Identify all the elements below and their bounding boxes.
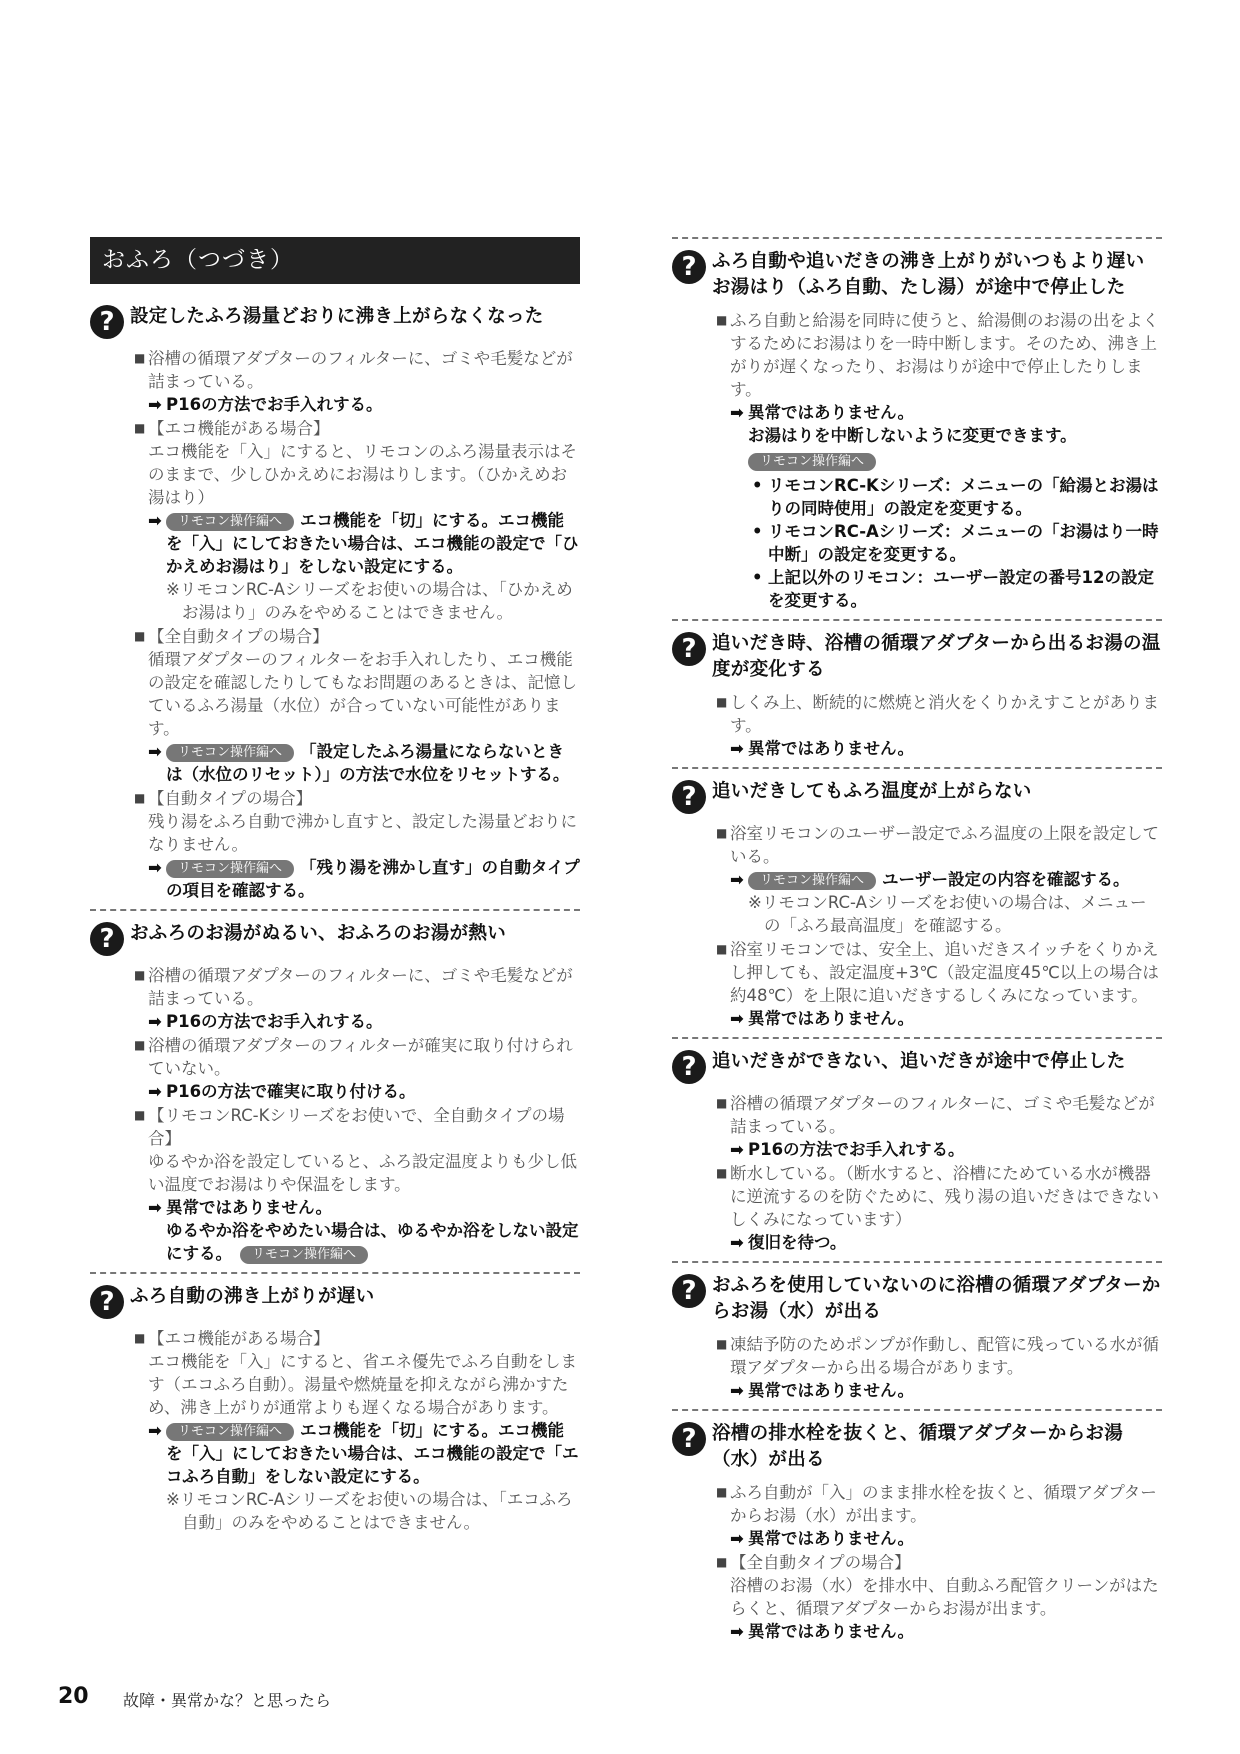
remedy-text: P16の方法でお手入れする。: [748, 1140, 965, 1159]
remedy-line: [730, 1379, 1162, 1402]
bullet-square-icon: ■: [134, 421, 146, 435]
arrow-icon: ➡: [730, 870, 744, 889]
arrow-icon: ➡: [730, 1529, 744, 1548]
remote-setting-item: [730, 566, 1162, 612]
remedy-line: [148, 393, 580, 416]
cause-item: [672, 822, 1162, 937]
cause-item: [90, 347, 580, 416]
question-icon: ?: [672, 250, 706, 284]
cause-text: 浴槽の循環アダプターのフィルターに、ゴミや毛髪などが詰まっている。: [730, 1094, 1155, 1136]
bullet-square-icon: ■: [134, 1331, 146, 1345]
arrow-icon: ➡: [148, 1012, 162, 1031]
note-text: ※リモコンRC-Aシリーズをお使いの場合は、「ひかえめお湯はり」のみをやめることはできません。: [166, 580, 573, 622]
remedy-line: [730, 1231, 1162, 1254]
qa-section: [672, 767, 1162, 1037]
bullet-square-icon: ■: [716, 1337, 728, 1351]
remedy-text: 「設定したふろ湯量にならないときは（水位のリセット）」の方法で水位をリセットする。: [166, 742, 570, 784]
qa-section: [90, 294, 580, 909]
cause-text: 浴室リモコンでは、安全上、追いだきスイッチをくりかえし押しても、設定温度+3℃（設定温度45℃以上の場合は約48℃）を上限に追いだきするしくみになっています。: [730, 940, 1159, 1005]
remedy-line: [730, 1007, 1162, 1030]
qa-section: [90, 1272, 580, 1541]
cause-text: 浴槽のお湯（水）を排水中、自動ふろ配管クリーンがはたらくと、循環アダプターからお湯が出ます。: [730, 1576, 1159, 1618]
arrow-icon: ➡: [148, 1421, 162, 1440]
cause-item: [90, 964, 580, 1033]
remedy-text: 異常ではありません。: [748, 1529, 914, 1548]
left-sections: [90, 294, 580, 1541]
cause-item: [672, 1162, 1162, 1254]
remote-manual-pill-row: [748, 449, 1162, 472]
remedy-text: エコ機能を「切」にする。エコ機能を「入」にしておきたい場合は、エコ機能の設定で「ひかえめお湯はり」をしない設定にする。: [166, 511, 579, 576]
cause-item: [90, 787, 580, 902]
bullet-dot-icon: •: [752, 522, 763, 541]
bullet-square-icon: ■: [716, 826, 728, 840]
bullet-square-icon: ■: [716, 942, 728, 956]
cause-text: 凍結予防のためポンプが作動し、配管に残っている水が循環アダプターから出る場合があります。: [730, 1335, 1159, 1377]
cause-item: [90, 1034, 580, 1103]
question-icon: ?: [90, 305, 124, 339]
arrow-icon: ➡: [148, 395, 162, 414]
remedy-continuation-text: お湯はりを中断しないように変更できます。: [748, 426, 1077, 445]
bullet-dot-icon: •: [752, 568, 763, 587]
bullet-square-icon: ■: [716, 1096, 728, 1110]
bullet-square-icon: ■: [134, 1038, 146, 1052]
remedy-line: [730, 1527, 1162, 1550]
arrow-icon: ➡: [148, 858, 162, 877]
arrow-icon: ➡: [148, 1082, 162, 1101]
cause-text: 残り湯をふろ自動で沸かし直すと、設定した湯量どおりになりません。: [148, 812, 577, 854]
cause-heading: 【全自動タイプの場合】: [730, 1553, 911, 1572]
question-title: 設定したふろ湯量どおりに沸き上がらなくなった: [130, 306, 544, 327]
cause-item: [672, 1333, 1162, 1402]
arrow-icon: ➡: [730, 1233, 744, 1252]
section-header: おふろ（つづき）: [90, 237, 580, 284]
remedy-text: ユーザー設定の内容を確認する。: [882, 870, 1130, 889]
question-title: おふろを使用していないのに浴槽の循環アダプターからお湯（水）が出る: [712, 1275, 1161, 1322]
qa-section: [672, 237, 1162, 619]
remedy-text: 異常ではありません。: [748, 739, 914, 758]
cause-text: 浴槽の循環アダプターのフィルターが確実に取り付けられていない。: [148, 1036, 573, 1078]
cause-heading: 【全自動タイプの場合】: [148, 627, 329, 646]
cause-heading: 【エコ機能がある場合】: [148, 1329, 330, 1348]
left-column: [90, 237, 580, 1541]
qa-section: [672, 1037, 1162, 1261]
remedy-line: [730, 401, 1162, 424]
question-row: [90, 304, 580, 339]
question-row: [90, 1284, 580, 1319]
remote-manual-pill: リモコン操作編へ: [166, 1423, 294, 1441]
cause-heading: 【リモコンRC-Kシリーズをお使いで、全自動タイプの場合】: [148, 1106, 565, 1148]
right-sections: [672, 237, 1162, 1650]
question-row: [672, 1049, 1162, 1084]
cause-item: [672, 1551, 1162, 1643]
question-title: 追いだきができない、追いだきが途中で停止した: [712, 1051, 1126, 1072]
question-icon: ?: [672, 780, 706, 814]
remote-manual-pill: リモコン操作編へ: [166, 744, 294, 762]
remedy-text: 復旧を待つ。: [748, 1233, 847, 1252]
bullet-square-icon: ■: [716, 1485, 728, 1499]
footer-text: 故障・異常かな？と思ったら: [123, 1691, 332, 1710]
qa-section: [672, 1409, 1162, 1650]
bullet-square-icon: ■: [134, 629, 146, 643]
question-title: 追いだき時、浴槽の循環アダプターから出るお湯の温度が変化する: [712, 633, 1161, 680]
page-number: 20: [58, 1684, 89, 1709]
cause-item: [672, 1481, 1162, 1550]
note-text: ※リモコンRC-Aシリーズをお使いの場合は、メニューの「ふろ最高温度」を確認する。: [748, 893, 1147, 935]
question-icon: ?: [90, 1285, 124, 1319]
remedy-text: 異常ではありません。: [748, 403, 914, 422]
right-column: [672, 237, 1162, 1650]
remedy-line: [730, 868, 1162, 891]
cause-item: [672, 938, 1162, 1030]
bullet-square-icon: ■: [134, 351, 146, 365]
arrow-icon: ➡: [730, 739, 744, 758]
question-row: [672, 779, 1162, 814]
question-title: ふろ自動の沸き上がりが遅い: [130, 1286, 375, 1307]
cause-text: 断水している。（断水すると、浴槽にためている水が機器に逆流するのを防ぐために、残り湯の追いだきはできないしくみになっています）: [730, 1164, 1159, 1229]
remedy-line: [148, 1080, 580, 1103]
question-icon: ?: [672, 1422, 706, 1456]
cause-item: [90, 1104, 580, 1265]
remedy-text: P16の方法で確実に取り付ける。: [166, 1082, 416, 1101]
bullet-square-icon: ■: [134, 1108, 146, 1122]
cause-item: [90, 625, 580, 786]
question-row: [672, 1273, 1162, 1325]
question-row: [672, 631, 1162, 683]
remedy-continuation: [730, 424, 1162, 447]
remedy-line: [148, 740, 580, 786]
remedy-line: [730, 737, 1162, 760]
remedy-text: 異常ではありません。: [748, 1381, 914, 1400]
arrow-icon: ➡: [730, 403, 744, 422]
remedy-line: [730, 1620, 1162, 1643]
arrow-icon: ➡: [730, 1622, 744, 1641]
arrow-icon: ➡: [730, 1009, 744, 1028]
bullet-square-icon: ■: [716, 1555, 728, 1569]
remote-setting-text: 上記以外のリモコン：ユーザー設定の番号12の設定を変更する。: [768, 568, 1154, 610]
cause-item: [90, 1327, 580, 1534]
remote-setting-text: リモコンRC-Aシリーズ：メニューの「お湯はり一時中断」の設定を変更する。: [768, 522, 1159, 564]
qa-section: [90, 909, 580, 1272]
remedy-text: 「残り湯を沸かし直す」の自動タイプの項目を確認する。: [166, 858, 580, 900]
cause-text: 浴槽の循環アダプターのフィルターに、ゴミや毛髪などが詰まっている。: [148, 966, 573, 1008]
remedy-text: 異常ではありません。: [748, 1009, 914, 1028]
arrow-icon: ➡: [148, 742, 162, 761]
remedy-line: [730, 1138, 1162, 1161]
remote-setting-text: リモコンRC-Kシリーズ：メニューの「給湯とお湯はりの同時使用」の設定を変更する。: [768, 476, 1159, 518]
question-title: 追いだきしてもふろ温度が上がらない: [712, 781, 1032, 802]
question-row: [672, 1421, 1162, 1473]
remedy-continuation: [148, 1219, 580, 1265]
arrow-icon: ➡: [730, 1140, 744, 1159]
question-icon: ?: [90, 922, 124, 956]
cause-text: エコ機能を「入」にすると、リモコンのふろ湯量表示はそのままで、少しひかえめにお湯はりします。（ひかえめお湯はり）: [148, 442, 577, 507]
question-row: [672, 249, 1162, 301]
remedy-line: [148, 1419, 580, 1488]
cause-item: [672, 309, 1162, 612]
qa-section: [672, 619, 1162, 767]
remedy-text: P16の方法でお手入れする。: [166, 395, 383, 414]
bullet-square-icon: ■: [716, 1166, 728, 1180]
cause-item: [90, 417, 580, 624]
question-row: [90, 921, 580, 956]
remote-manual-pill: リモコン操作編へ: [748, 872, 876, 890]
cause-heading: 【自動タイプの場合】: [148, 789, 313, 808]
bullet-square-icon: ■: [716, 695, 728, 709]
remedy-text: 異常ではありません。: [748, 1622, 914, 1641]
cause-text: しくみ上、断続的に燃焼と消火をくりかえすことがあります。: [730, 693, 1159, 735]
bullet-dot-icon: •: [752, 476, 763, 495]
cause-text: ゆるやか浴を設定していると、ふろ設定温度よりも少し低い温度でお湯はりや保温をします。: [148, 1152, 577, 1194]
arrow-icon: ➡: [730, 1381, 744, 1400]
remote-manual-pill: リモコン操作編へ: [166, 513, 294, 531]
remedy-text: 異常ではありません。: [166, 1198, 332, 1217]
arrow-icon: ➡: [148, 511, 162, 530]
remedy-line: [148, 856, 580, 902]
bullet-square-icon: ■: [716, 313, 728, 327]
remedy-line: [148, 1196, 580, 1219]
question-icon: ?: [672, 1050, 706, 1084]
cause-text: ふろ自動と給湯を同時に使うと、給湯側のお湯の出をよくするためにお湯はりを一時中断します。そのため、沸き上がりが遅くなったり、お湯はりが途中で停止したりします。: [730, 311, 1159, 399]
remote-manual-pill: リモコン操作編へ: [166, 860, 294, 878]
remedy-continuation-text: ゆるやか浴をやめたい場合は、ゆるやか浴をしない設定にする。: [166, 1221, 579, 1263]
cause-heading: 【エコ機能がある場合】: [148, 419, 330, 438]
question-icon: ?: [672, 632, 706, 666]
remote-setting-item: [730, 474, 1162, 520]
cause-text: ふろ自動が「入」のまま排水栓を抜くと、循環アダプターからお湯（水）が出ます。: [730, 1483, 1157, 1525]
question-title: 浴槽の排水栓を抜くと、循環アダプターからお湯（水）が出る: [712, 1423, 1124, 1470]
cause-text: エコ機能を「入」にすると、省エネ優先でふろ自動をします（エコふろ自動）。湯量や燃焼量を抑えながら沸かすため、沸き上がりが通常よりも遅くなる場合があります。: [148, 1352, 577, 1417]
bullet-square-icon: ■: [134, 791, 146, 805]
cause-item: [672, 1092, 1162, 1161]
remote-setting-item: [730, 520, 1162, 566]
remedy-line: [148, 509, 580, 578]
remedy-line: [148, 1010, 580, 1033]
bullet-square-icon: ■: [134, 968, 146, 982]
qa-section: [672, 1261, 1162, 1409]
remedy-text: P16の方法でお手入れする。: [166, 1012, 383, 1031]
remote-manual-pill: リモコン操作編へ: [240, 1246, 368, 1264]
arrow-icon: ➡: [148, 1198, 162, 1217]
remedy-text: エコ機能を「切」にする。エコ機能を「入」にしておきたい場合は、エコ機能の設定で「エコふろ自動」をしない設定にする。: [166, 1421, 579, 1486]
cause-text: 循環アダプターのフィルターをお手入れしたり、エコ機能の設定を確認したりしてもなお問題のあるときは、記憶しているふろ湯量（水位）が合っていない可能性があります。: [148, 650, 577, 738]
question-title: おふろのお湯がぬるい、おふろのお湯が熱い: [130, 923, 507, 944]
cause-item: [672, 691, 1162, 760]
cause-text: 浴槽の循環アダプターのフィルターに、ゴミや毛髪などが詰まっている。: [148, 349, 573, 391]
cause-text: 浴室リモコンのユーザー設定でふろ温度の上限を設定している。: [730, 824, 1159, 866]
question-title: ふろ自動や追いだきの沸き上がりがいつもより遅いお湯はり（ふろ自動、たし湯）が途中で停止した: [712, 251, 1145, 298]
note-text: ※リモコンRC-Aシリーズをお使いの場合は、「エコふろ自動」のみをやめることはできません。: [166, 1490, 573, 1532]
remote-manual-pill: リモコン操作編へ: [748, 453, 876, 471]
question-icon: ?: [672, 1274, 706, 1308]
